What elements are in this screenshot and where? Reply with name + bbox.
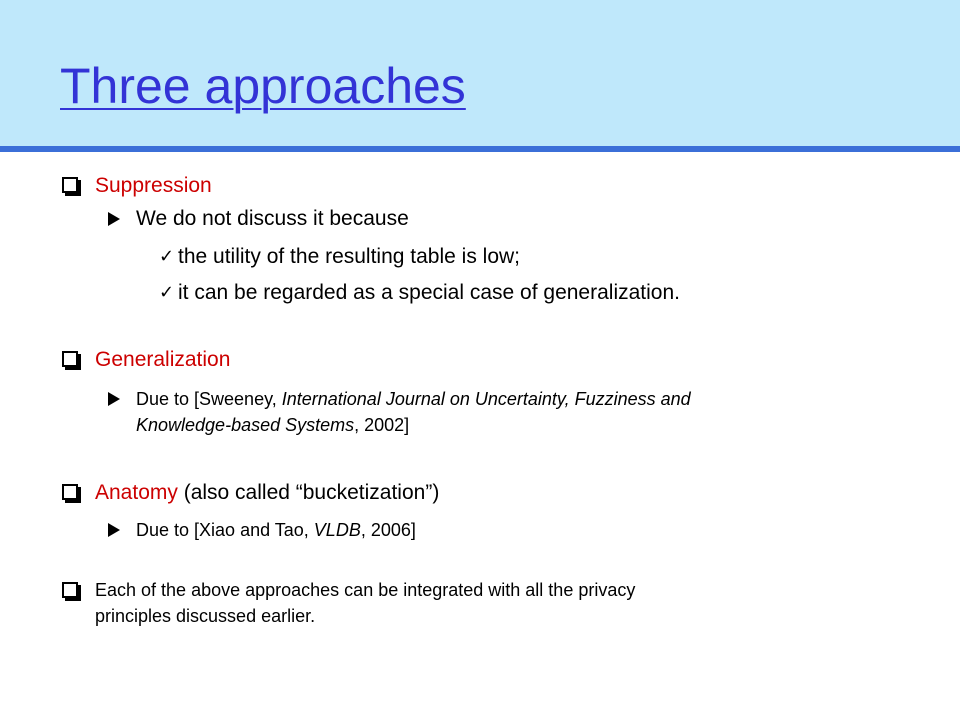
suppression-reason-1: the utility of the resulting table is low; [178,245,521,268]
generalization-heading: Generalization [95,348,231,371]
anatomy-venue: VLDB [313,520,361,540]
bullet-arrow-icon [108,392,120,406]
anatomy-ref-suffix: , 2006] [360,520,416,540]
slide-title: Three approaches [60,58,466,114]
note-line-2: principles discussed earlier. [95,606,316,626]
generalization-ref-prefix: Due to [Sweeney, [136,389,282,409]
bullet-arrow-icon [108,212,120,226]
generalization-reference-line-2 [136,414,409,436]
generalization-journal-part-1: International Journal on Uncertainty, Fuzziness and [281,389,691,409]
bullet-square-icon [62,582,78,598]
title-divider [0,146,960,152]
bullet-square-icon [62,484,78,500]
anatomy-aside: (also called “bucketization”) [177,481,440,504]
suppression-reason-2: it can be regarded as a special case of generalization. [178,281,680,304]
generalization-journal-part-2: Knowledge-based Systems [136,415,355,435]
bullet-square-icon [62,351,78,367]
bullet-square-icon [62,177,78,193]
anatomy-heading: Anatomy [95,481,178,504]
suppression-heading: Suppression [95,174,212,197]
note-line-1: Each of the above approaches can be integrated with all the privacy [95,580,636,600]
suppression-sub: We do not discuss it because [136,207,409,230]
anatomy-ref-prefix: Due to [Xiao and Tao, [136,520,314,540]
anatomy-heading-line [95,481,439,505]
checkmark-icon: ✓ [159,282,175,303]
bullet-arrow-icon [108,523,120,537]
anatomy-reference [136,519,416,541]
checkmark-icon: ✓ [159,246,175,267]
generalization-reference-line-1 [136,388,691,410]
generalization-ref-suffix: , 2002] [354,415,410,435]
